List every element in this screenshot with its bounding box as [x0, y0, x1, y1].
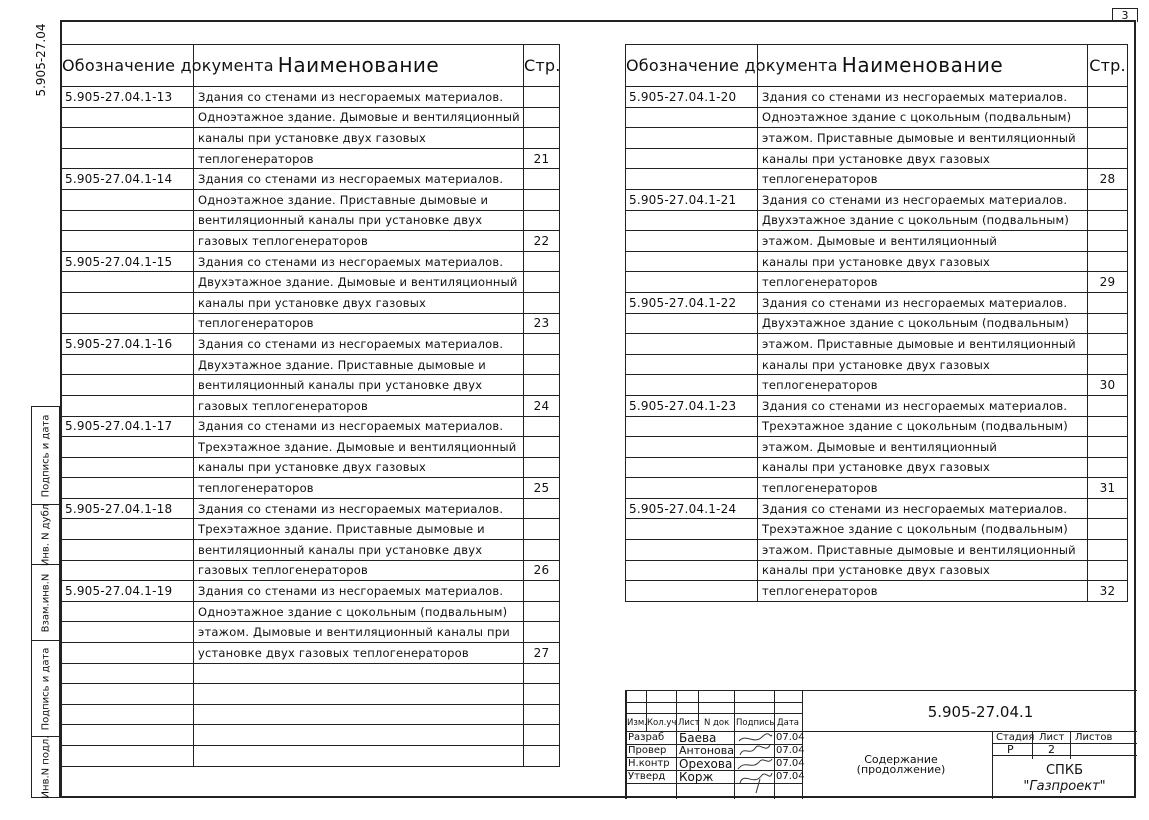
- page-number-cell: [1088, 498, 1128, 519]
- stage-value: Р: [1007, 743, 1014, 756]
- table-row: [626, 354, 1128, 375]
- doc-code-cell: [62, 272, 194, 293]
- item-name-cell: Двухэтажное здание. Дымовые и вентиляционный: [194, 272, 524, 293]
- table-row: [626, 478, 1128, 499]
- item-name-cell: вентиляционный каналы при установке двух: [194, 375, 524, 396]
- table-row: [62, 251, 560, 272]
- col-header-izm: Изм.: [627, 718, 647, 728]
- item-name-cell: Здания со стенами из несгораемых материалов.: [194, 169, 524, 190]
- table-row: [626, 87, 1128, 108]
- doc-code-cell: [62, 684, 194, 705]
- doc-code-cell: 5.905-27.04.1-23: [626, 395, 758, 416]
- sheet-number: 3: [1112, 8, 1138, 22]
- table-row: [62, 169, 560, 190]
- table-row: [626, 437, 1128, 458]
- header-doc-designation: Обозначение документа: [62, 45, 194, 87]
- doc-code-cell: [62, 643, 194, 664]
- table-row: [62, 704, 560, 725]
- page-number-cell: [524, 272, 560, 293]
- handwritten-signatures: [736, 731, 774, 799]
- page-number-cell: [524, 684, 560, 705]
- doc-code-cell: [62, 292, 194, 313]
- table-row: [62, 622, 560, 643]
- left-contents-table: [61, 44, 560, 767]
- sheets-label: Листов: [1075, 732, 1113, 743]
- table-row: [626, 272, 1128, 293]
- header-page: Стр.: [1088, 45, 1128, 87]
- org-name-line2: "Газпроект": [1023, 779, 1106, 794]
- page-number-cell: 21: [524, 148, 560, 169]
- item-name-cell: теплогенераторов: [758, 169, 1088, 190]
- table-row: [626, 395, 1128, 416]
- stage-label: Стадия: [996, 732, 1035, 743]
- col-header-list: Лист: [678, 718, 700, 728]
- page-number-cell: [1088, 519, 1128, 540]
- item-name-cell: Здания со стенами из несгораемых материалов.: [194, 334, 524, 355]
- item-name-cell: [194, 704, 524, 725]
- item-name-cell: Трехэтажное здание. Дымовые и вентиляционный: [194, 437, 524, 458]
- doc-code-cell: [62, 601, 194, 622]
- doc-code-cell: [62, 540, 194, 561]
- side-stamp-signature-date-1: Подпись и дата: [32, 407, 59, 505]
- staff-role: Разраб: [628, 732, 665, 743]
- page-number-cell: 26: [524, 560, 560, 581]
- doc-code-cell: [626, 519, 758, 540]
- item-name-cell: каналы при установке двух газовых: [194, 292, 524, 313]
- item-name-cell: этажом. Приставные дымовые и вентиляционный: [758, 128, 1088, 149]
- table-row: [626, 251, 1128, 272]
- doc-code-cell: [62, 354, 194, 375]
- page-number-cell: [524, 375, 560, 396]
- table-row: [626, 107, 1128, 128]
- table-row: [62, 148, 560, 169]
- item-name-cell: этажом. Дымовые и вентиляционный каналы при: [194, 622, 524, 643]
- item-name-cell: теплогенераторов: [758, 272, 1088, 293]
- doc-code-cell: [626, 313, 758, 334]
- item-name-cell: газовых теплогенераторов: [194, 560, 524, 581]
- item-name-cell: Здания со стенами из несгораемых материалов.: [758, 87, 1088, 108]
- page-number-cell: [524, 354, 560, 375]
- page-number-cell: [524, 251, 560, 272]
- table-row: [62, 725, 560, 746]
- page-number-cell: [1088, 560, 1128, 581]
- item-name-cell: [194, 725, 524, 746]
- table-row: [626, 169, 1128, 190]
- page-number-cell: [1088, 251, 1128, 272]
- item-name-cell: Здания со стенами из несгораемых материалов.: [194, 498, 524, 519]
- sheet-value: 2: [1048, 743, 1055, 756]
- page-number-cell: [524, 107, 560, 128]
- table-row: [62, 272, 560, 293]
- item-name-cell: каналы при установке двух газовых: [758, 148, 1088, 169]
- page-number-cell: [524, 519, 560, 540]
- doc-code-cell: 5.905-27.04.1-22: [626, 292, 758, 313]
- doc-code-cell: 5.905-27.04.1-18: [62, 498, 194, 519]
- staff-name: Баева: [679, 731, 717, 745]
- page-number-cell: 30: [1088, 375, 1128, 396]
- page-number-cell: [524, 663, 560, 684]
- staff-role: Н.контр: [628, 758, 670, 769]
- item-name-cell: Здания со стенами из несгораемых материалов.: [194, 87, 524, 108]
- table-row: [62, 663, 560, 684]
- page-number-cell: [524, 189, 560, 210]
- table-row: [62, 601, 560, 622]
- staff-role: Утверд: [628, 771, 666, 782]
- page-number-cell: [524, 746, 560, 767]
- table-row: [62, 478, 560, 499]
- page-number-cell: 23: [524, 313, 560, 334]
- table-row: [62, 395, 560, 416]
- item-name-cell: теплогенераторов: [758, 478, 1088, 499]
- page-number-cell: [1088, 292, 1128, 313]
- table-row: [626, 231, 1128, 252]
- page-number-cell: [524, 601, 560, 622]
- table-row: [62, 292, 560, 313]
- table-row: [62, 87, 560, 108]
- page-number-cell: [524, 498, 560, 519]
- vertical-doc-code: 5.905-27.04: [34, 23, 48, 97]
- item-name-cell: каналы при установке двух газовых: [194, 128, 524, 149]
- doc-code-cell: [626, 416, 758, 437]
- table-row: [62, 437, 560, 458]
- page-number-cell: [1088, 148, 1128, 169]
- item-name-cell: этажом. Приставные дымовые и вентиляционный: [758, 540, 1088, 561]
- doc-code-cell: [626, 437, 758, 458]
- item-name-cell: Трехэтажное здание с цокольным (подвальным): [758, 416, 1088, 437]
- title-block-doc-code: 5.905-27.04.1: [927, 703, 1034, 721]
- doc-code-cell: [626, 272, 758, 293]
- table-row: [626, 560, 1128, 581]
- item-name-cell: Здания со стенами из несгораемых материалов.: [194, 416, 524, 437]
- sheet-title: Содержание (продолжение): [856, 753, 946, 776]
- table-row: [626, 581, 1128, 602]
- header-name: Наименование: [758, 45, 1088, 87]
- table-row: [626, 416, 1128, 437]
- right-contents-table: [625, 44, 1128, 602]
- item-name-cell: Здания со стенами из несгораемых материалов.: [758, 498, 1088, 519]
- doc-code-cell: [62, 560, 194, 581]
- doc-code-cell: [62, 746, 194, 767]
- page-number-cell: 31: [1088, 478, 1128, 499]
- doc-code-cell: [626, 334, 758, 355]
- item-name-cell: вентиляционный каналы при установке двух: [194, 540, 524, 561]
- table-row: [62, 540, 560, 561]
- table-row: [62, 746, 560, 767]
- item-name-cell: этажом. Дымовые и вентиляционный: [758, 231, 1088, 252]
- side-stamp-inv-podl: Инв.N подл.: [40, 735, 51, 798]
- doc-code-cell: [626, 478, 758, 499]
- page-number-cell: [524, 292, 560, 313]
- table-row: [626, 540, 1128, 561]
- item-name-cell: Здания со стенами из несгораемых материалов.: [758, 395, 1088, 416]
- item-name-cell: Здания со стенами из несгораемых материалов.: [194, 251, 524, 272]
- item-name-cell: Здания со стенами из несгораемых материалов.: [758, 292, 1088, 313]
- header-page: Стр.: [524, 45, 560, 87]
- page-number-cell: [1088, 457, 1128, 478]
- table-row: [626, 375, 1128, 396]
- doc-code-cell: [62, 148, 194, 169]
- item-name-cell: газовых теплогенераторов: [194, 231, 524, 252]
- item-name-cell: Трехэтажное здание с цокольным (подвальным): [758, 519, 1088, 540]
- table-row: [62, 375, 560, 396]
- page-number-cell: [1088, 416, 1128, 437]
- doc-code-cell: [62, 457, 194, 478]
- doc-code-cell: [626, 169, 758, 190]
- page-number-cell: 25: [524, 478, 560, 499]
- page-number-cell: [524, 581, 560, 602]
- table-row: [62, 354, 560, 375]
- doc-code-cell: 5.905-27.04.1-20: [626, 87, 758, 108]
- page-number-cell: [524, 622, 560, 643]
- item-name-cell: теплогенераторов: [758, 581, 1088, 602]
- page-number-cell: [1088, 437, 1128, 458]
- table-row: [626, 128, 1128, 149]
- table-row: [62, 313, 560, 334]
- table-row: [626, 292, 1128, 313]
- table-row: [62, 684, 560, 705]
- page-number-cell: [524, 704, 560, 725]
- item-name-cell: Двухэтажное здание. Приставные дымовые и: [194, 354, 524, 375]
- item-name-cell: этажом. Дымовые и вентиляционный: [758, 437, 1088, 458]
- table-row: [62, 107, 560, 128]
- page-number-cell: [524, 210, 560, 231]
- doc-code-cell: [626, 107, 758, 128]
- page-number-cell: [1088, 210, 1128, 231]
- page-number-cell: 28: [1088, 169, 1128, 190]
- doc-code-cell: 5.905-27.04.1-15: [62, 251, 194, 272]
- page-number-cell: [524, 457, 560, 478]
- doc-code-cell: [626, 540, 758, 561]
- table-row: [62, 334, 560, 355]
- item-name-cell: Здания со стенами из несгораемых материалов.: [194, 581, 524, 602]
- page-number-cell: [1088, 354, 1128, 375]
- page-number-cell: [524, 540, 560, 561]
- doc-code-cell: [626, 148, 758, 169]
- page-number-cell: [524, 334, 560, 355]
- org-name-line1: СПКБ: [1045, 763, 1083, 778]
- page-number-cell: [1088, 540, 1128, 561]
- header-doc-designation: Обозначение документа: [626, 45, 758, 87]
- item-name-cell: Здания со стенами из несгораемых материалов.: [758, 189, 1088, 210]
- table-row: [626, 457, 1128, 478]
- table-row: [626, 313, 1128, 334]
- page-number-cell: [1088, 87, 1128, 108]
- col-header-date: Дата: [777, 718, 800, 728]
- doc-code-cell: [626, 375, 758, 396]
- doc-code-cell: [626, 251, 758, 272]
- item-name-cell: Трехэтажное здание. Приставные дымовые и: [194, 519, 524, 540]
- item-name-cell: теплогенераторов: [758, 375, 1088, 396]
- item-name-cell: Двухэтажное здание с цокольным (подвальным): [758, 210, 1088, 231]
- page-number-cell: [524, 416, 560, 437]
- item-name-cell: каналы при установке двух газовых: [194, 457, 524, 478]
- staff-date: 07.04: [776, 732, 805, 743]
- page-number-cell: 22: [524, 231, 560, 252]
- page-number-cell: 29: [1088, 272, 1128, 293]
- table-row: [62, 416, 560, 437]
- table-row: [62, 210, 560, 231]
- doc-code-cell: [626, 231, 758, 252]
- table-row: [62, 231, 560, 252]
- doc-code-cell: [626, 210, 758, 231]
- table-row: [626, 519, 1128, 540]
- table-row: [62, 519, 560, 540]
- page-number-cell: 24: [524, 395, 560, 416]
- doc-code-cell: [62, 231, 194, 252]
- table-row: [626, 148, 1128, 169]
- side-stamp-inv-dubl: Инв. N дубл: [32, 505, 59, 565]
- page-number-cell: [1088, 189, 1128, 210]
- page-number-cell: [524, 725, 560, 746]
- col-header-signature: Подпись: [736, 718, 775, 728]
- page-number-cell: [524, 128, 560, 149]
- doc-code-cell: 5.905-27.04.1-13: [62, 87, 194, 108]
- table-row: [62, 560, 560, 581]
- table-row: [62, 189, 560, 210]
- table-row: [626, 334, 1128, 355]
- page-number-cell: [524, 437, 560, 458]
- staff-name: Антонова: [679, 744, 734, 757]
- table-row: [62, 643, 560, 664]
- item-name-cell: установке двух газовых теплогенераторов: [194, 643, 524, 664]
- item-name-cell: Одноэтажное здание с цокольным (подвальным): [194, 601, 524, 622]
- item-name-cell: [194, 684, 524, 705]
- doc-code-cell: [626, 581, 758, 602]
- item-name-cell: [194, 746, 524, 767]
- item-name-cell: каналы при установке двух газовых: [758, 354, 1088, 375]
- title-block: [625, 690, 1137, 799]
- doc-code-cell: [626, 560, 758, 581]
- item-name-cell: этажом. Приставные дымовые и вентиляционный: [758, 334, 1088, 355]
- staff-name: Корж: [679, 770, 714, 784]
- item-name-cell: каналы при установке двух газовых: [758, 457, 1088, 478]
- doc-code-cell: [62, 704, 194, 725]
- doc-code-cell: [62, 210, 194, 231]
- item-name-cell: Двухэтажное здание с цокольным (подвальным): [758, 313, 1088, 334]
- doc-code-cell: 5.905-27.04.1-21: [626, 189, 758, 210]
- doc-code-cell: 5.905-27.04.1-17: [62, 416, 194, 437]
- staff-date: 07.04: [776, 758, 805, 769]
- item-name-cell: Одноэтажное здание с цокольным (подвальным): [758, 107, 1088, 128]
- side-stamp-signature-date-2: Подпись и дата: [32, 641, 59, 737]
- item-name-cell: Одноэтажное здание. Приставные дымовые и: [194, 189, 524, 210]
- side-stamp-vzam-inv: Взам.инв.N: [32, 565, 59, 641]
- table-row: [626, 498, 1128, 519]
- col-header-kol-uch: Кол.уч: [647, 718, 677, 728]
- item-name-cell: теплогенераторов: [194, 478, 524, 499]
- table-row: [62, 581, 560, 602]
- side-stamp-strip: [31, 406, 60, 798]
- doc-code-cell: [62, 437, 194, 458]
- doc-code-cell: 5.905-27.04.1-24: [626, 498, 758, 519]
- table-row: [626, 210, 1128, 231]
- col-header-n-dok: N док: [704, 718, 730, 728]
- doc-code-cell: [626, 128, 758, 149]
- page-number-cell: [524, 87, 560, 108]
- table-row: [62, 128, 560, 149]
- item-name-cell: каналы при установке двух газовых: [758, 560, 1088, 581]
- doc-code-cell: [626, 354, 758, 375]
- item-name-cell: каналы при установке двух газовых: [758, 251, 1088, 272]
- doc-code-cell: 5.905-27.04.1-19: [62, 581, 194, 602]
- page-number-cell: [1088, 107, 1128, 128]
- doc-code-cell: [62, 663, 194, 684]
- staff-date: 07.04: [776, 745, 805, 756]
- header-name: Наименование: [194, 45, 524, 87]
- page-number-cell: [1088, 334, 1128, 355]
- item-name-cell: теплогенераторов: [194, 148, 524, 169]
- sheet-label: Лист: [1039, 732, 1065, 743]
- table-row: [62, 457, 560, 478]
- page-number-cell: [1088, 231, 1128, 252]
- doc-code-cell: [62, 395, 194, 416]
- page-number-cell: [1088, 128, 1128, 149]
- page-number-cell: 32: [1088, 581, 1128, 602]
- doc-code-cell: [62, 313, 194, 334]
- item-name-cell: теплогенераторов: [194, 313, 524, 334]
- doc-code-cell: [62, 107, 194, 128]
- doc-code-cell: [62, 478, 194, 499]
- page-number-cell: 27: [524, 643, 560, 664]
- item-name-cell: вентиляционный каналы при установке двух: [194, 210, 524, 231]
- staff-name: Орехова: [679, 757, 733, 771]
- doc-code-cell: [62, 519, 194, 540]
- table-row: [626, 189, 1128, 210]
- doc-code-cell: [626, 457, 758, 478]
- item-name-cell: [194, 663, 524, 684]
- doc-code-cell: [62, 725, 194, 746]
- page-number-cell: [1088, 395, 1128, 416]
- staff-date: 07.04: [776, 771, 805, 782]
- page-number-cell: [1088, 313, 1128, 334]
- doc-code-cell: [62, 128, 194, 149]
- item-name-cell: Одноэтажное здание. Дымовые и вентиляционный: [194, 107, 524, 128]
- doc-code-cell: [62, 622, 194, 643]
- page-number-cell: [524, 169, 560, 190]
- table-row: [62, 498, 560, 519]
- staff-role: Провер: [628, 745, 667, 756]
- doc-code-cell: [62, 375, 194, 396]
- doc-code-cell: [62, 189, 194, 210]
- doc-code-cell: 5.905-27.04.1-14: [62, 169, 194, 190]
- doc-code-cell: 5.905-27.04.1-16: [62, 334, 194, 355]
- item-name-cell: газовых теплогенераторов: [194, 395, 524, 416]
